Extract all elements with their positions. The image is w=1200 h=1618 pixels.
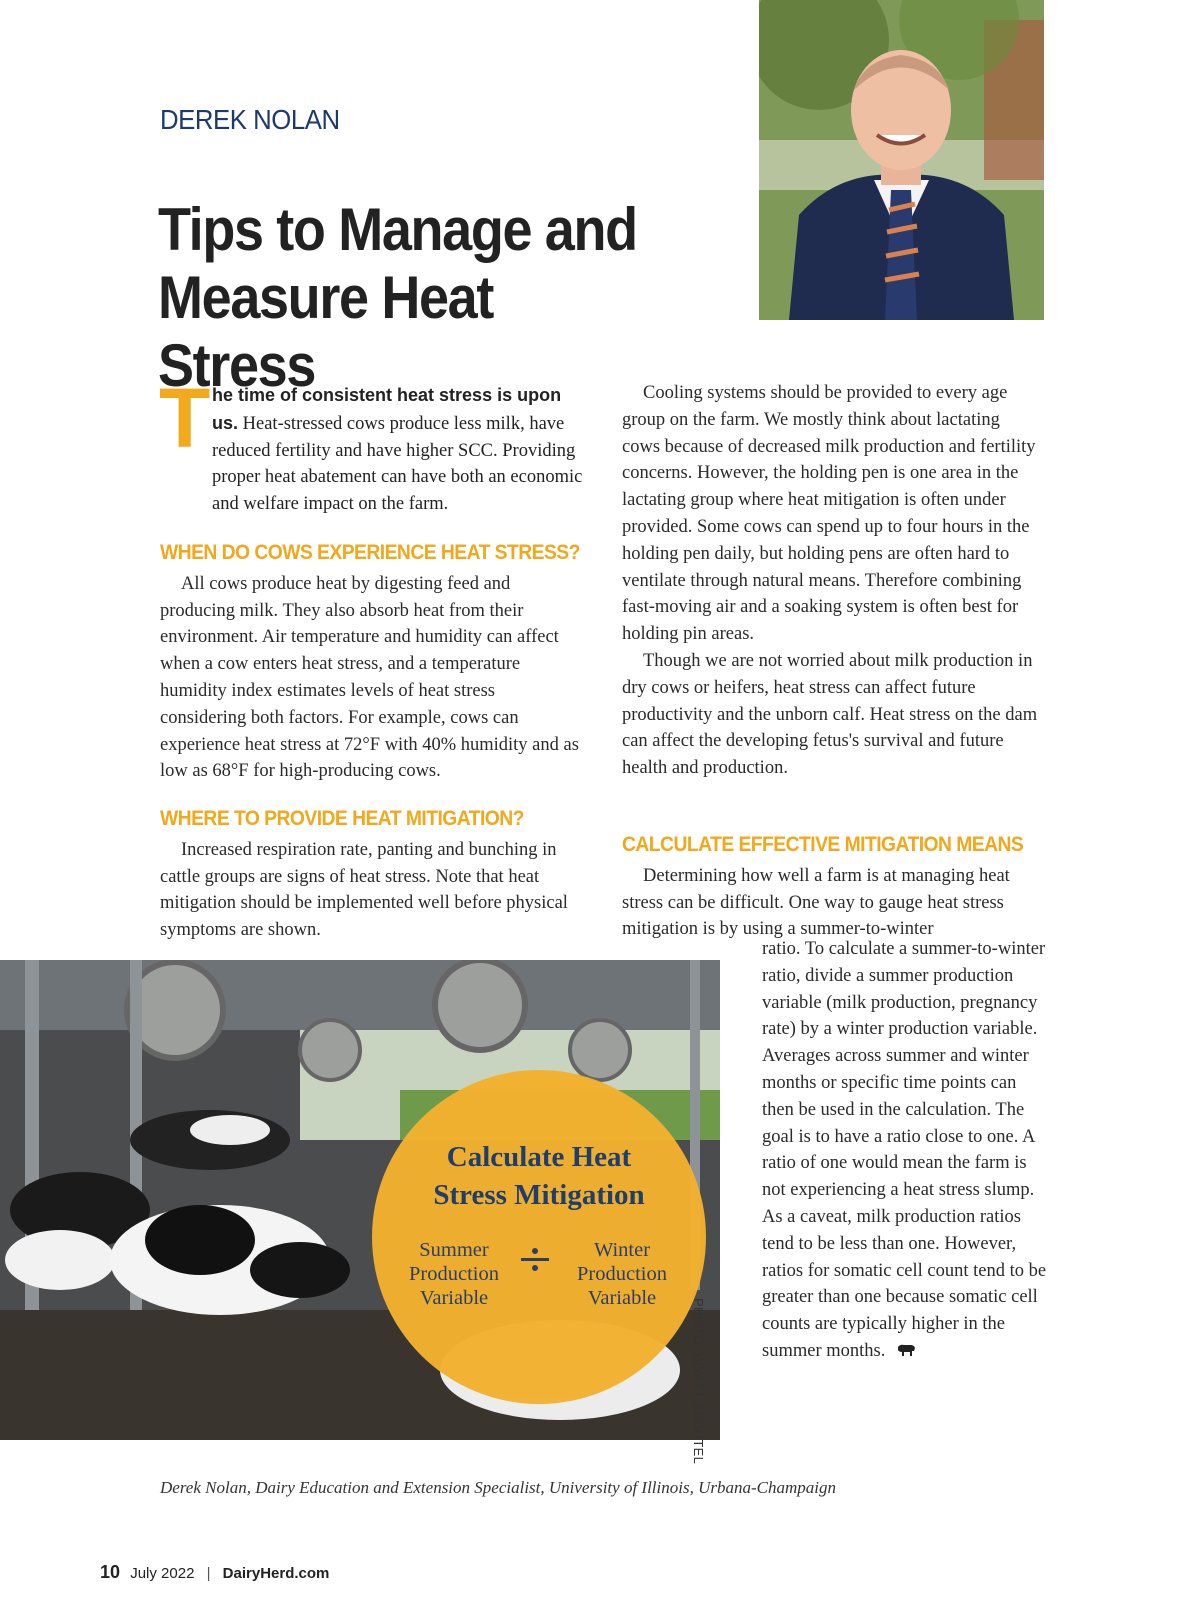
calculate-intro: Determining how well a farm is at managing heat stress can be difficult. One way to gauge heat stress mitigation is by using a summer-to-winter xyxy=(622,865,1010,940)
lead-bold-text: he time of consistent heat stress is upon us. xyxy=(212,385,562,433)
winter-variable-label: Winter Production Variable xyxy=(577,1239,667,1309)
calculate-body: ratio. To calculate a summer-to-winter ratio, divide a summer production variable (milk production, pregnancy rate) by a winter production variable. Averages across summer and winter months or specific time points can then be used in the calculation. The goal is to have a ratio close to one. A ratio of one would mean the farm is not experiencing a heat stress slump. As a caveat, milk production ratios tend to be less than one. However, ratios for somatic cell count tend to be greater than one because somatic cell counts are typically higher in the summer months. xyxy=(762,939,1047,1361)
section-where xyxy=(160,806,582,944)
page-footer xyxy=(100,1562,329,1583)
author-byline: DEREK NOLAN xyxy=(160,104,340,135)
article-headline xyxy=(158,196,662,400)
drop-cap: T xyxy=(159,371,211,465)
photo-credit: PHOTO: WYATT BECHTEL xyxy=(691,1298,706,1465)
headline-line-2: Measure Heat Stress xyxy=(158,264,493,399)
divide-icon xyxy=(517,1242,553,1278)
author-caption: Derek Nolan, Dairy Education and Extension Specialist, University of Illinois, Urbana-Champaign xyxy=(160,1478,836,1497)
calculate-continued xyxy=(762,936,1047,1365)
section-heading: WHEN DO COWS EXPERIENCE HEAT STRESS? xyxy=(160,541,580,564)
headline-line-1: Tips to Manage and xyxy=(158,196,637,263)
section-body: Increased respiration rate, panting and bunching in cattle groups are signs of heat stress. Note that heat mitigation should be implemented well before physical symptoms are shown. xyxy=(160,839,568,941)
cow-end-icon xyxy=(896,1343,916,1357)
section-heading: WHERE TO PROVIDE HEAT MITIGATION? xyxy=(160,807,524,830)
section-cooling xyxy=(622,380,1038,782)
author-portrait xyxy=(759,0,1044,320)
lead-paragraph xyxy=(160,382,584,518)
section-calculate xyxy=(622,832,1042,943)
issue-date: July 2022 xyxy=(130,1565,195,1582)
site-link[interactable]: DairyHerd.com xyxy=(222,1565,330,1582)
footer-separator: | xyxy=(206,1565,211,1582)
summer-variable-label: Summer Production Variable xyxy=(409,1239,499,1309)
lead-body-text: Heat-stressed cows produce less milk, have reduced fertility and have higher SCC. Providing proper heat abatement can have both an economic and welfare impact on the farm. xyxy=(212,413,583,515)
cooling-paragraph-2: Though we are not worried about milk production in dry cows or heifers, heat stress can affect future productivity and the unborn calf. Heat stress on the dam can affect the developing fetus's survival and future health and production. xyxy=(622,650,1038,779)
page-number: 10 xyxy=(100,1562,121,1582)
cooling-paragraph-1: Cooling systems should be provided to every age group on the farm. We mostly think about lactating cows because of decreased milk production and fertility concerns. However, the holding pen is one area in the lactating group where heat mitigation is often under provided. Some cows can spend up to four hours in the holding pen daily, but holding pens are often hard to ventilate through natural means. Therefore combining fast-moving air and a soaking system is often best for holding pin areas. xyxy=(622,383,1036,645)
graphic-title: Calculate Heat Stress Mitigation xyxy=(433,1141,645,1211)
section-body: All cows produce heat by digesting feed and producing milk. They also absorb heat from their environment. Air temperature and humidity can affect when a cow enters heat stress, and a temperature humidity index estimates levels of heat stress considering both factors. For example, cows can experience heat stress at 72°F with 40% humidity and as low as 68°F for high-producing cows. xyxy=(160,573,579,782)
section-heading: CALCULATE EFFECTIVE MITIGATION MEANS xyxy=(622,833,1024,856)
section-when xyxy=(160,540,582,785)
calculation-graphic xyxy=(372,1070,706,1404)
